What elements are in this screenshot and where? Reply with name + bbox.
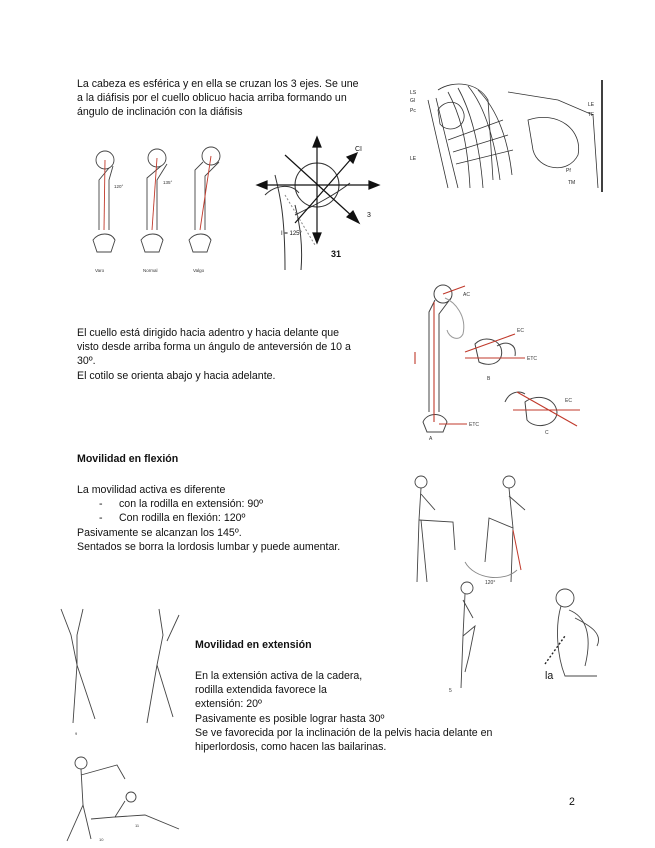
figure-label: Pc	[410, 108, 416, 114]
figure-label: LS	[410, 90, 417, 96]
figure-label: 120°	[114, 184, 124, 189]
figure-label: Pf	[566, 168, 571, 174]
text-fragment: En la extensión activa de la cadera,	[195, 670, 363, 682]
figure-label: TF	[588, 112, 595, 118]
figure-label: C	[545, 430, 549, 436]
text-line: La movilidad activa es diferente	[77, 484, 226, 496]
section-heading-extension: Movilidad en extensión	[195, 639, 312, 651]
hip-flexion-figures	[405, 470, 545, 588]
paragraph-flexion	[77, 483, 397, 554]
femur-angle-comparison	[85, 140, 245, 280]
text-line: visto desde arriba forma un ángulo de anteversión de 10 a	[77, 341, 351, 354]
figure-caption: Varo	[95, 268, 105, 273]
figure-label: LE	[588, 102, 595, 108]
figure-label: A	[429, 436, 433, 442]
figure-label: ETC	[469, 422, 479, 428]
text-line: Pasivamente se alcanzan los 145º.	[77, 526, 242, 539]
figure-label: I = 125°	[281, 231, 302, 237]
text-line: Se ve favorecida por la inclinación de la pelvis hacia delante en	[195, 726, 493, 739]
hip-muscles-illustration	[408, 80, 606, 192]
figure-label: LE	[410, 156, 417, 162]
text-line: extensión: 20º	[195, 698, 262, 711]
hip-axes-diagram	[255, 135, 390, 275]
figure-label: Gl	[410, 98, 415, 104]
text-line: ángulo de inclinación con la diáfisis	[77, 106, 243, 119]
figure-label: 135°	[163, 180, 173, 185]
figure-label: 5	[449, 688, 452, 694]
figure-label: EC	[517, 328, 524, 334]
figure-caption: Normal	[143, 268, 158, 273]
figure-label: 3	[367, 212, 371, 219]
text-line	[195, 669, 554, 683]
figure-label: CI	[355, 146, 362, 153]
page-number: 2	[569, 796, 575, 808]
figure-label: 9	[75, 731, 78, 736]
hip-extension-figures	[55, 605, 185, 845]
paragraph-extension	[195, 669, 554, 754]
figure-label: AC	[463, 292, 470, 298]
text-fragment: la	[545, 670, 554, 682]
text-line: hiperlordosis, como hacen las bailarinas.	[195, 741, 387, 754]
figure-label: 120°	[485, 580, 496, 586]
text-line: 30º.	[77, 355, 96, 368]
paragraph-anteversion	[77, 326, 397, 383]
bullet-item: - con la rodilla en extensión: 90º	[99, 498, 264, 511]
section-heading-flexion: Movilidad en flexión	[77, 453, 179, 465]
text-line: El cotilo se orienta abajo y hacia adelante.	[77, 369, 276, 382]
figure-label: TM	[568, 180, 576, 186]
figure-label: EC	[565, 398, 572, 404]
paragraph-head-shape	[77, 77, 407, 120]
figure-label: ETC	[527, 356, 537, 362]
femur-anteversion-illustration	[405, 282, 590, 442]
text-line: a la diáfisis por el cuello oblicuo hacia arriba formando un	[77, 92, 347, 105]
figure-caption: Valgo	[193, 268, 205, 273]
bullet-text: Con rodilla en flexión: 120º	[119, 512, 246, 525]
text-line: La cabeza es esférica y en ella se cruzan los 3 ejes. Se une	[77, 78, 359, 90]
text-line: Pasivamente es posible lograr hasta 30º	[195, 712, 385, 725]
bullet-item: - Con rodilla en flexión: 120º	[99, 512, 246, 525]
figure-label: 31	[331, 249, 342, 259]
text-line: rodilla extendida favorece la	[195, 684, 327, 697]
figure-label: B	[487, 376, 491, 382]
figure-label: 10	[99, 837, 104, 842]
figure-label: 11	[135, 823, 140, 828]
text-line: Sentados se borra la lordosis lumbar y puede aumentar.	[77, 540, 341, 553]
bullet-text: con la rodilla en extensión: 90º	[119, 498, 264, 511]
text-line: El cuello está dirigido hacia adentro y hacia delante que	[77, 327, 340, 339]
